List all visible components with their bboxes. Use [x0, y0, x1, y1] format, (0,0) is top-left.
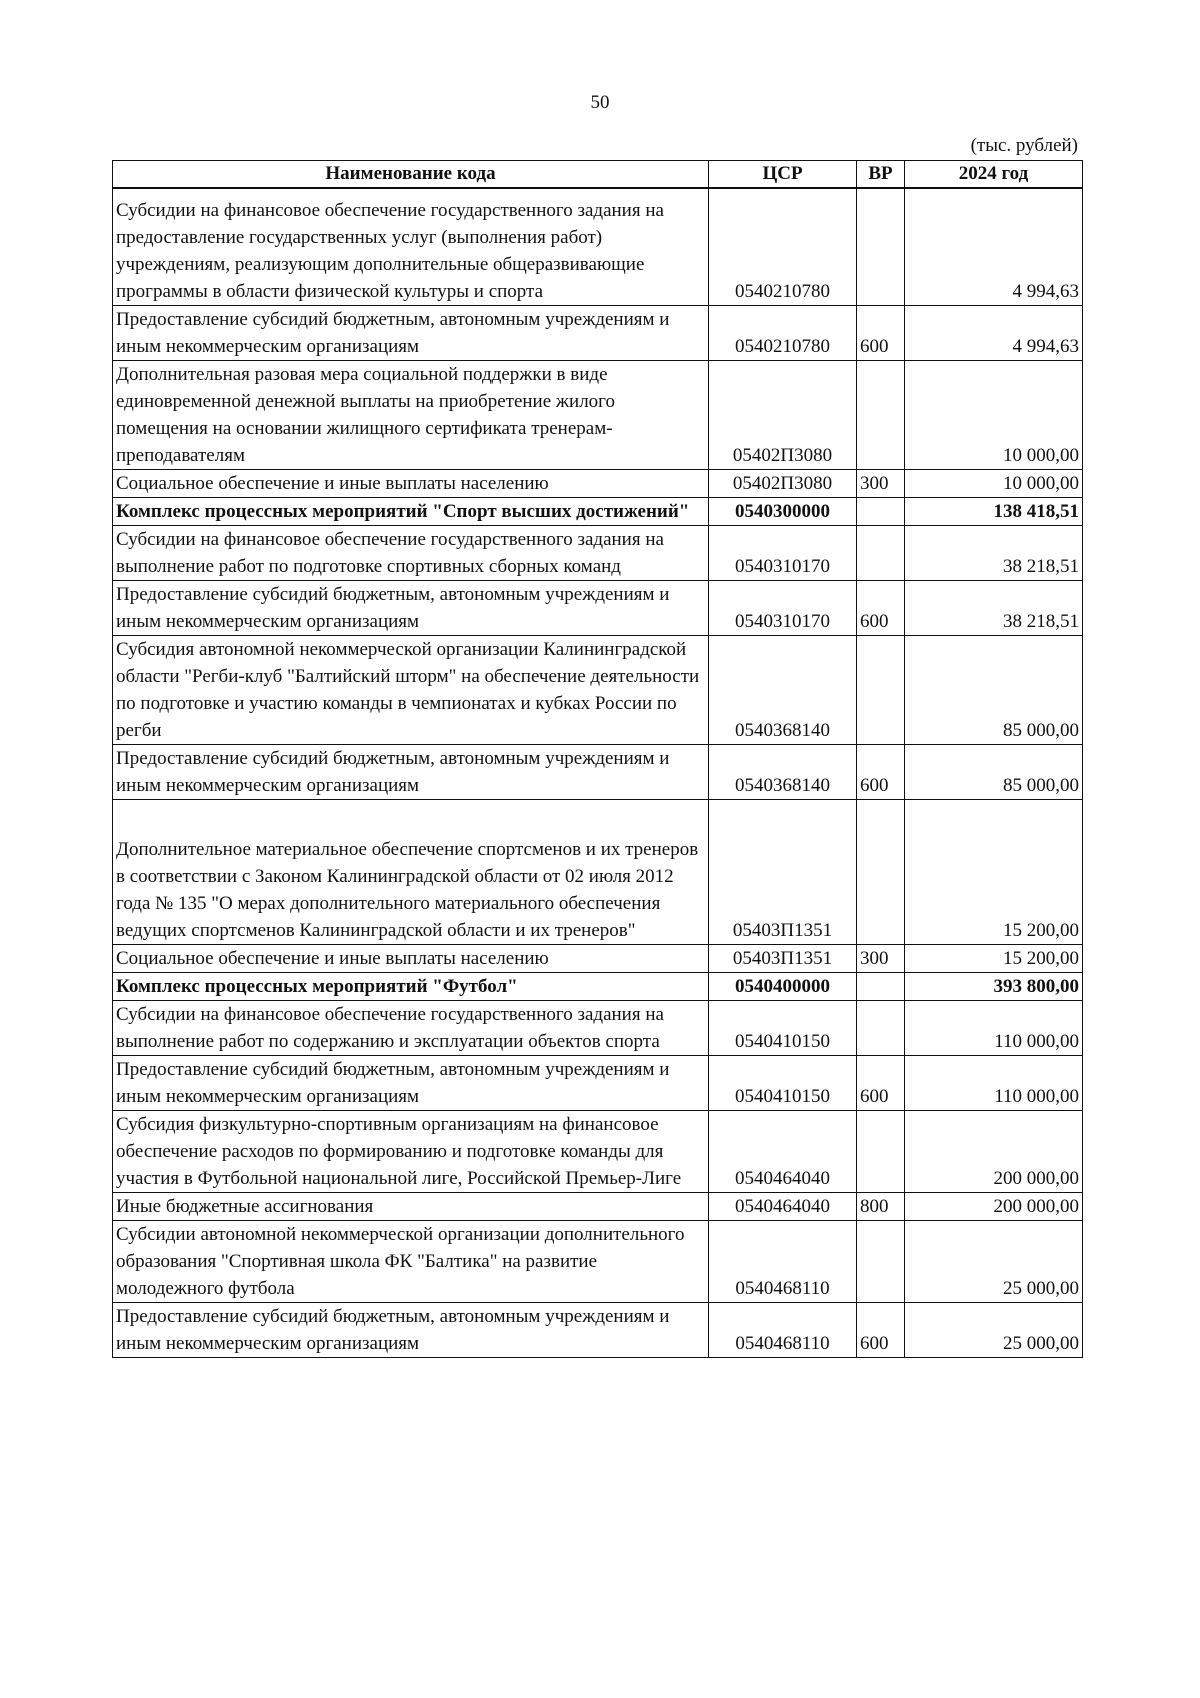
table-row [113, 498, 1083, 526]
table-row [113, 470, 1083, 498]
row-vr-cell: 600 [857, 1303, 905, 1358]
row-csr-cell: 0540410150 [709, 1001, 857, 1056]
row-sum-cell: 10 000,00 [905, 470, 1083, 498]
table-row [113, 361, 1083, 470]
table-row [113, 973, 1083, 1001]
row-sum-cell: 393 800,00 [905, 973, 1083, 1001]
table-row [113, 1303, 1083, 1358]
row-sum-cell: 85 000,00 [905, 636, 1083, 745]
column-header-year: 2024 год [905, 161, 1083, 189]
row-name-cell: Дополнительная разовая мера социальной поддержки в виде единовременной денежной выплаты на приобретение жилого помещения на основании жилищного сертификата тренерам-преподавателям [113, 361, 709, 470]
row-name-cell: Предоставление субсидий бюджетным, автономным учреждениям и иным некоммерческим организациям [113, 745, 709, 800]
row-vr-cell: 800 [857, 1193, 905, 1221]
row-sum-cell: 4 994,63 [905, 188, 1083, 306]
column-header-vr: ВР [857, 161, 905, 189]
row-sum-cell: 10 000,00 [905, 361, 1083, 470]
row-csr-cell: 0540210780 [709, 306, 857, 361]
row-vr-cell [857, 1001, 905, 1056]
row-csr-cell: 0540468110 [709, 1303, 857, 1358]
row-csr-cell: 0540468110 [709, 1221, 857, 1303]
budget-table [112, 160, 1083, 1358]
row-vr-cell [857, 188, 905, 306]
row-csr-cell: 0540310170 [709, 581, 857, 636]
table-row [113, 306, 1083, 361]
row-vr-cell: 300 [857, 470, 905, 498]
table-body [113, 188, 1083, 1358]
units-label: (тыс. рублей) [970, 135, 1078, 156]
row-vr-cell [857, 526, 905, 581]
row-name-cell: Предоставление субсидий бюджетным, автономным учреждениям и иным некоммерческим организациям [113, 306, 709, 361]
table-row [113, 800, 1083, 945]
row-vr-cell [857, 1111, 905, 1193]
row-name-cell: Субсидии на финансовое обеспечение государственного задания на выполнение работ по подготовке спортивных сборных команд [113, 526, 709, 581]
row-vr-cell: 600 [857, 581, 905, 636]
row-sum-cell: 110 000,00 [905, 1056, 1083, 1111]
row-vr-cell [857, 973, 905, 1001]
row-name-cell: Социальное обеспечение и иные выплаты населению [113, 470, 709, 498]
row-csr-cell: 0540368140 [709, 745, 857, 800]
row-csr-cell: 0540300000 [709, 498, 857, 526]
row-csr-cell: 05402П3080 [709, 470, 857, 498]
row-csr-cell: 0540310170 [709, 526, 857, 581]
row-sum-cell: 4 994,63 [905, 306, 1083, 361]
table-row [113, 636, 1083, 745]
row-name-cell: Субсидия автономной некоммерческой организации Калининградской области "Регби-клуб "Балтийский шторм" на обеспечение деятельности по подготовке и участию команды в чемпионатах и кубках России по регби [113, 636, 709, 745]
table-row [113, 1001, 1083, 1056]
table-row [113, 188, 1083, 306]
row-name-cell: Комплекс процессных мероприятий "Футбол" [113, 973, 709, 1001]
row-csr-cell: 0540410150 [709, 1056, 857, 1111]
table-row [113, 1221, 1083, 1303]
table-row [113, 945, 1083, 973]
table-row [113, 1193, 1083, 1221]
row-vr-cell: 600 [857, 306, 905, 361]
row-csr-cell: 0540464040 [709, 1193, 857, 1221]
page-number: 50 [590, 92, 610, 113]
table-row [113, 1056, 1083, 1111]
row-name-cell: Субсидия физкультурно-спортивным организациям на финансовое обеспечение расходов по формированию и подготовке команды для участия в Футбольной национальной лиге, Российской Премьер-Лиге [113, 1111, 709, 1193]
row-vr-cell: 600 [857, 745, 905, 800]
row-sum-cell: 38 218,51 [905, 526, 1083, 581]
row-sum-cell: 200 000,00 [905, 1111, 1083, 1193]
row-csr-cell: 0540400000 [709, 973, 857, 1001]
row-sum-cell: 25 000,00 [905, 1221, 1083, 1303]
row-vr-cell [857, 636, 905, 745]
row-csr-cell: 0540464040 [709, 1111, 857, 1193]
row-name-cell: Дополнительное материальное обеспечение спортсменов и их тренеров в соответствии с Законом Калининградской области от 02 июля 2012 года № 135 "О мерах дополнительного материального обеспечения ведущих спортсменов Калининградской области и их тренеров" [113, 800, 709, 945]
row-name-cell: Предоставление субсидий бюджетным, автономным учреждениям и иным некоммерческим организациям [113, 581, 709, 636]
table-row [113, 581, 1083, 636]
row-name-cell: Субсидии на финансовое обеспечение государственного задания на выполнение работ по содержанию и эксплуатации объектов спорта [113, 1001, 709, 1056]
row-csr-cell: 0540210780 [709, 188, 857, 306]
row-sum-cell: 25 000,00 [905, 1303, 1083, 1358]
row-vr-cell: 300 [857, 945, 905, 973]
row-name-cell: Социальное обеспечение и иные выплаты населению [113, 945, 709, 973]
row-csr-cell: 05403П1351 [709, 945, 857, 973]
row-sum-cell: 15 200,00 [905, 945, 1083, 973]
row-vr-cell [857, 498, 905, 526]
table-row [113, 745, 1083, 800]
row-vr-cell: 600 [857, 1056, 905, 1111]
table-row [113, 526, 1083, 581]
table-row [113, 1111, 1083, 1193]
row-csr-cell: 0540368140 [709, 636, 857, 745]
row-sum-cell: 138 418,51 [905, 498, 1083, 526]
row-sum-cell: 200 000,00 [905, 1193, 1083, 1221]
row-name-cell: Субсидии на финансовое обеспечение государственного задания на предоставление государственных услуг (выполнения работ) учреждениям, реализующим дополнительные общеразвивающие программы в области физической культуры и спорта [113, 188, 709, 306]
row-sum-cell: 85 000,00 [905, 745, 1083, 800]
row-sum-cell: 38 218,51 [905, 581, 1083, 636]
row-vr-cell [857, 361, 905, 470]
row-name-cell: Иные бюджетные ассигнования [113, 1193, 709, 1221]
column-header-name: Наименование кода [113, 161, 709, 189]
row-sum-cell: 15 200,00 [905, 800, 1083, 945]
row-name-cell: Предоставление субсидий бюджетным, автономным учреждениям и иным некоммерческим организациям [113, 1056, 709, 1111]
row-csr-cell: 05403П1351 [709, 800, 857, 945]
table-header-row [113, 161, 1083, 189]
row-vr-cell [857, 800, 905, 945]
row-name-cell: Субсидии автономной некоммерческой организации дополнительного образования "Спортивная школа ФК "Балтика" на развитие молодежного футбола [113, 1221, 709, 1303]
row-csr-cell: 05402П3080 [709, 361, 857, 470]
row-name-cell: Предоставление субсидий бюджетным, автономным учреждениям и иным некоммерческим организациям [113, 1303, 709, 1358]
row-sum-cell: 110 000,00 [905, 1001, 1083, 1056]
column-header-csr: ЦСР [709, 161, 857, 189]
row-vr-cell [857, 1221, 905, 1303]
row-name-cell: Комплекс процессных мероприятий "Спорт высших достижений" [113, 498, 709, 526]
